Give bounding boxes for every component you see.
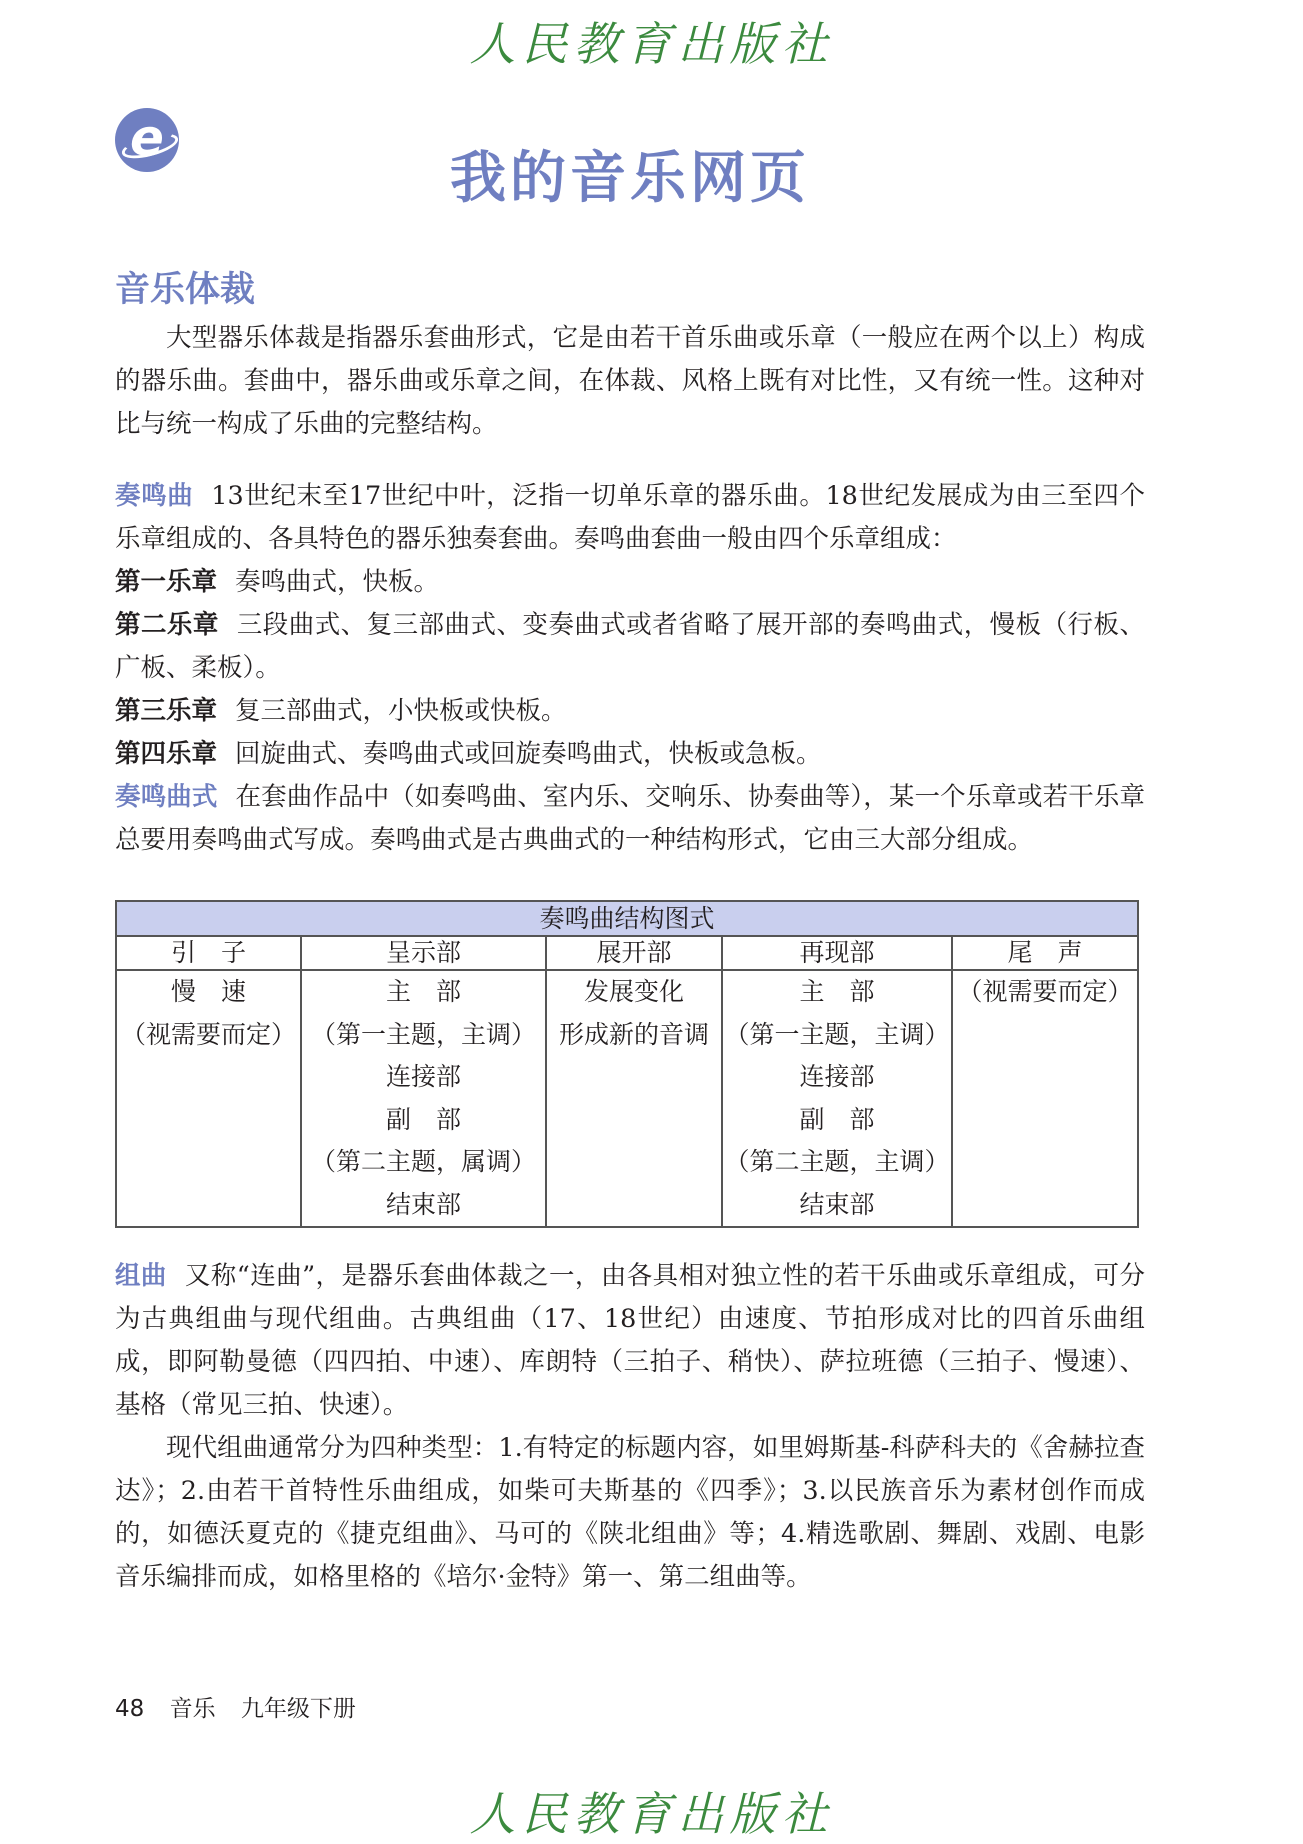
table-column-exposition xyxy=(301,970,546,1227)
movement-text: 回旋曲式、奏鸣曲式或回旋奏鸣曲式，快板或急板。 xyxy=(235,739,822,769)
publisher-header: 人民教育出版社 xyxy=(469,17,834,71)
table-cell-line: 连接部 xyxy=(799,1062,875,1091)
movement-text: 奏鸣曲式，快板。 xyxy=(235,567,440,597)
sonata-term: 奏鸣曲 xyxy=(115,481,194,511)
movement-1 xyxy=(115,561,1145,604)
table-cell-line: 主 部 xyxy=(799,977,875,1006)
table-cell-line: 结束部 xyxy=(799,1189,875,1219)
table-cell-line: 慢 速 xyxy=(170,977,246,1006)
movement-text: 三段曲式、复三部曲式、变奏曲式或者省略了展开部的奏鸣曲式，慢板（行板、广板、柔板）。 xyxy=(115,610,1145,683)
table-cell-line: 形成新的音调 xyxy=(558,1019,709,1049)
table-cell-line: 主 部 xyxy=(385,977,461,1006)
table-column-coda xyxy=(952,970,1138,1227)
movement-label: 第二乐章 xyxy=(115,610,219,640)
footer-grade: 九年级下册 xyxy=(240,1696,356,1722)
modern-suite-paragraph: 现代组曲通常分为四种类型：1.有特定的标题内容，如里姆斯基-科萨科夫的《舍赫拉查达》；2.由若干首特性乐曲组成，如柴可夫斯基的《四季》；3.以民族音乐为素材创作而成的，如德沃夏克的《捷克组曲》、马可的《陕北组曲》等；4.精选歌剧、舞剧、戏剧、电影音乐编排而成，如格里格的《培尔·金特》第一、第二组曲等。 xyxy=(115,1433,1145,1592)
section-title: 音乐体裁 xyxy=(115,270,256,310)
table-cell-line: （第一主题，主调） xyxy=(310,1019,536,1049)
page-title: 我的音乐网页 xyxy=(450,146,810,211)
sonata-form-paragraph xyxy=(115,776,1145,862)
sonata-form-term: 奏鸣曲式 xyxy=(115,782,218,812)
suite-term: 组曲 xyxy=(115,1261,167,1291)
table-header-cell: 展开部 xyxy=(546,936,722,970)
table-cell-line: 连接部 xyxy=(385,1062,461,1091)
movement-2 xyxy=(115,604,1145,690)
table-cell-line: 副 部 xyxy=(799,1104,875,1134)
movement-label: 第四乐章 xyxy=(115,739,218,769)
publisher-footer: 人民教育出版社 xyxy=(469,1787,834,1841)
table-cell-line: （视需要而定） xyxy=(120,1019,296,1049)
movement-text: 复三部曲式，小快板或快板。 xyxy=(235,696,567,726)
table-cell-line: （第二主题，属调） xyxy=(310,1147,536,1176)
table-header-cell: 呈示部 xyxy=(301,936,546,970)
sonata-structure-table xyxy=(115,900,1139,1228)
movement-3 xyxy=(115,690,1145,733)
sonata-paragraph xyxy=(115,475,1145,561)
sonata-text: 13世纪末至17世纪中叶，泛指一切单乐章的器乐曲。18世纪发展成为由三至四个乐章组成的、各具特色的器乐独奏套曲。奏鸣曲套曲一般由四个乐章组成： xyxy=(115,481,1145,554)
table-column-intro xyxy=(116,970,301,1227)
e-logo-letter: e xyxy=(130,109,164,167)
suite-paragraph xyxy=(115,1255,1145,1427)
table-caption: 奏鸣曲结构图式 xyxy=(116,901,1138,936)
movement-label: 第一乐章 xyxy=(115,567,218,597)
table-column-recapitulation xyxy=(722,970,952,1227)
table-cell-line: （第二主题，主调） xyxy=(724,1147,950,1176)
table-cell-line: 副 部 xyxy=(385,1104,461,1134)
sonata-form-text: 在套曲作品中（如奏鸣曲、室内乐、交响乐、协奏曲等），某一个乐章或若干乐章总要用奏鸣曲式写成。奏鸣曲式是古典曲式的一种结构形式，它由三大部分组成。 xyxy=(115,782,1145,855)
table-cell-line: （视需要而定） xyxy=(957,977,1133,1006)
suite-text: 又称“连曲”，是器乐套曲体裁之一，由各具相对独立性的若干乐曲或乐章组成，可分为古典组曲与现代组曲。古典组曲（17、18世纪）由速度、节拍形成对比的四首乐曲组成，即阿勒曼德（四四拍、中速）、库朗特（三拍子、稍快）、萨拉班德（三拍子、慢速）、基格（常见三拍、快速）。 xyxy=(115,1261,1145,1420)
table-header-cell: 尾 声 xyxy=(952,936,1138,970)
page-footer xyxy=(115,1690,374,1723)
table-cell-line: 发展变化 xyxy=(583,977,684,1006)
movement-4 xyxy=(115,733,1145,776)
table-header-cell: 再现部 xyxy=(722,936,952,970)
table-header-cell: 引 子 xyxy=(116,936,301,970)
movement-label: 第三乐章 xyxy=(115,696,218,726)
page-number: 48 xyxy=(115,1696,145,1722)
intro-paragraph: 大型器乐体裁是指器乐套曲形式，它是由若干首乐曲或乐章（一般应在两个以上）构成的器乐曲。套曲中，器乐曲或乐章之间，在体裁、风格上既有对比性，又有统一性。这种对比与统一构成了乐曲的完整结构。 xyxy=(115,323,1145,439)
footer-subject: 音乐 xyxy=(169,1696,216,1722)
table-cell-line: （第一主题，主调） xyxy=(724,1019,950,1049)
table-cell-line: 结束部 xyxy=(385,1189,461,1219)
table-column-development xyxy=(546,970,722,1227)
